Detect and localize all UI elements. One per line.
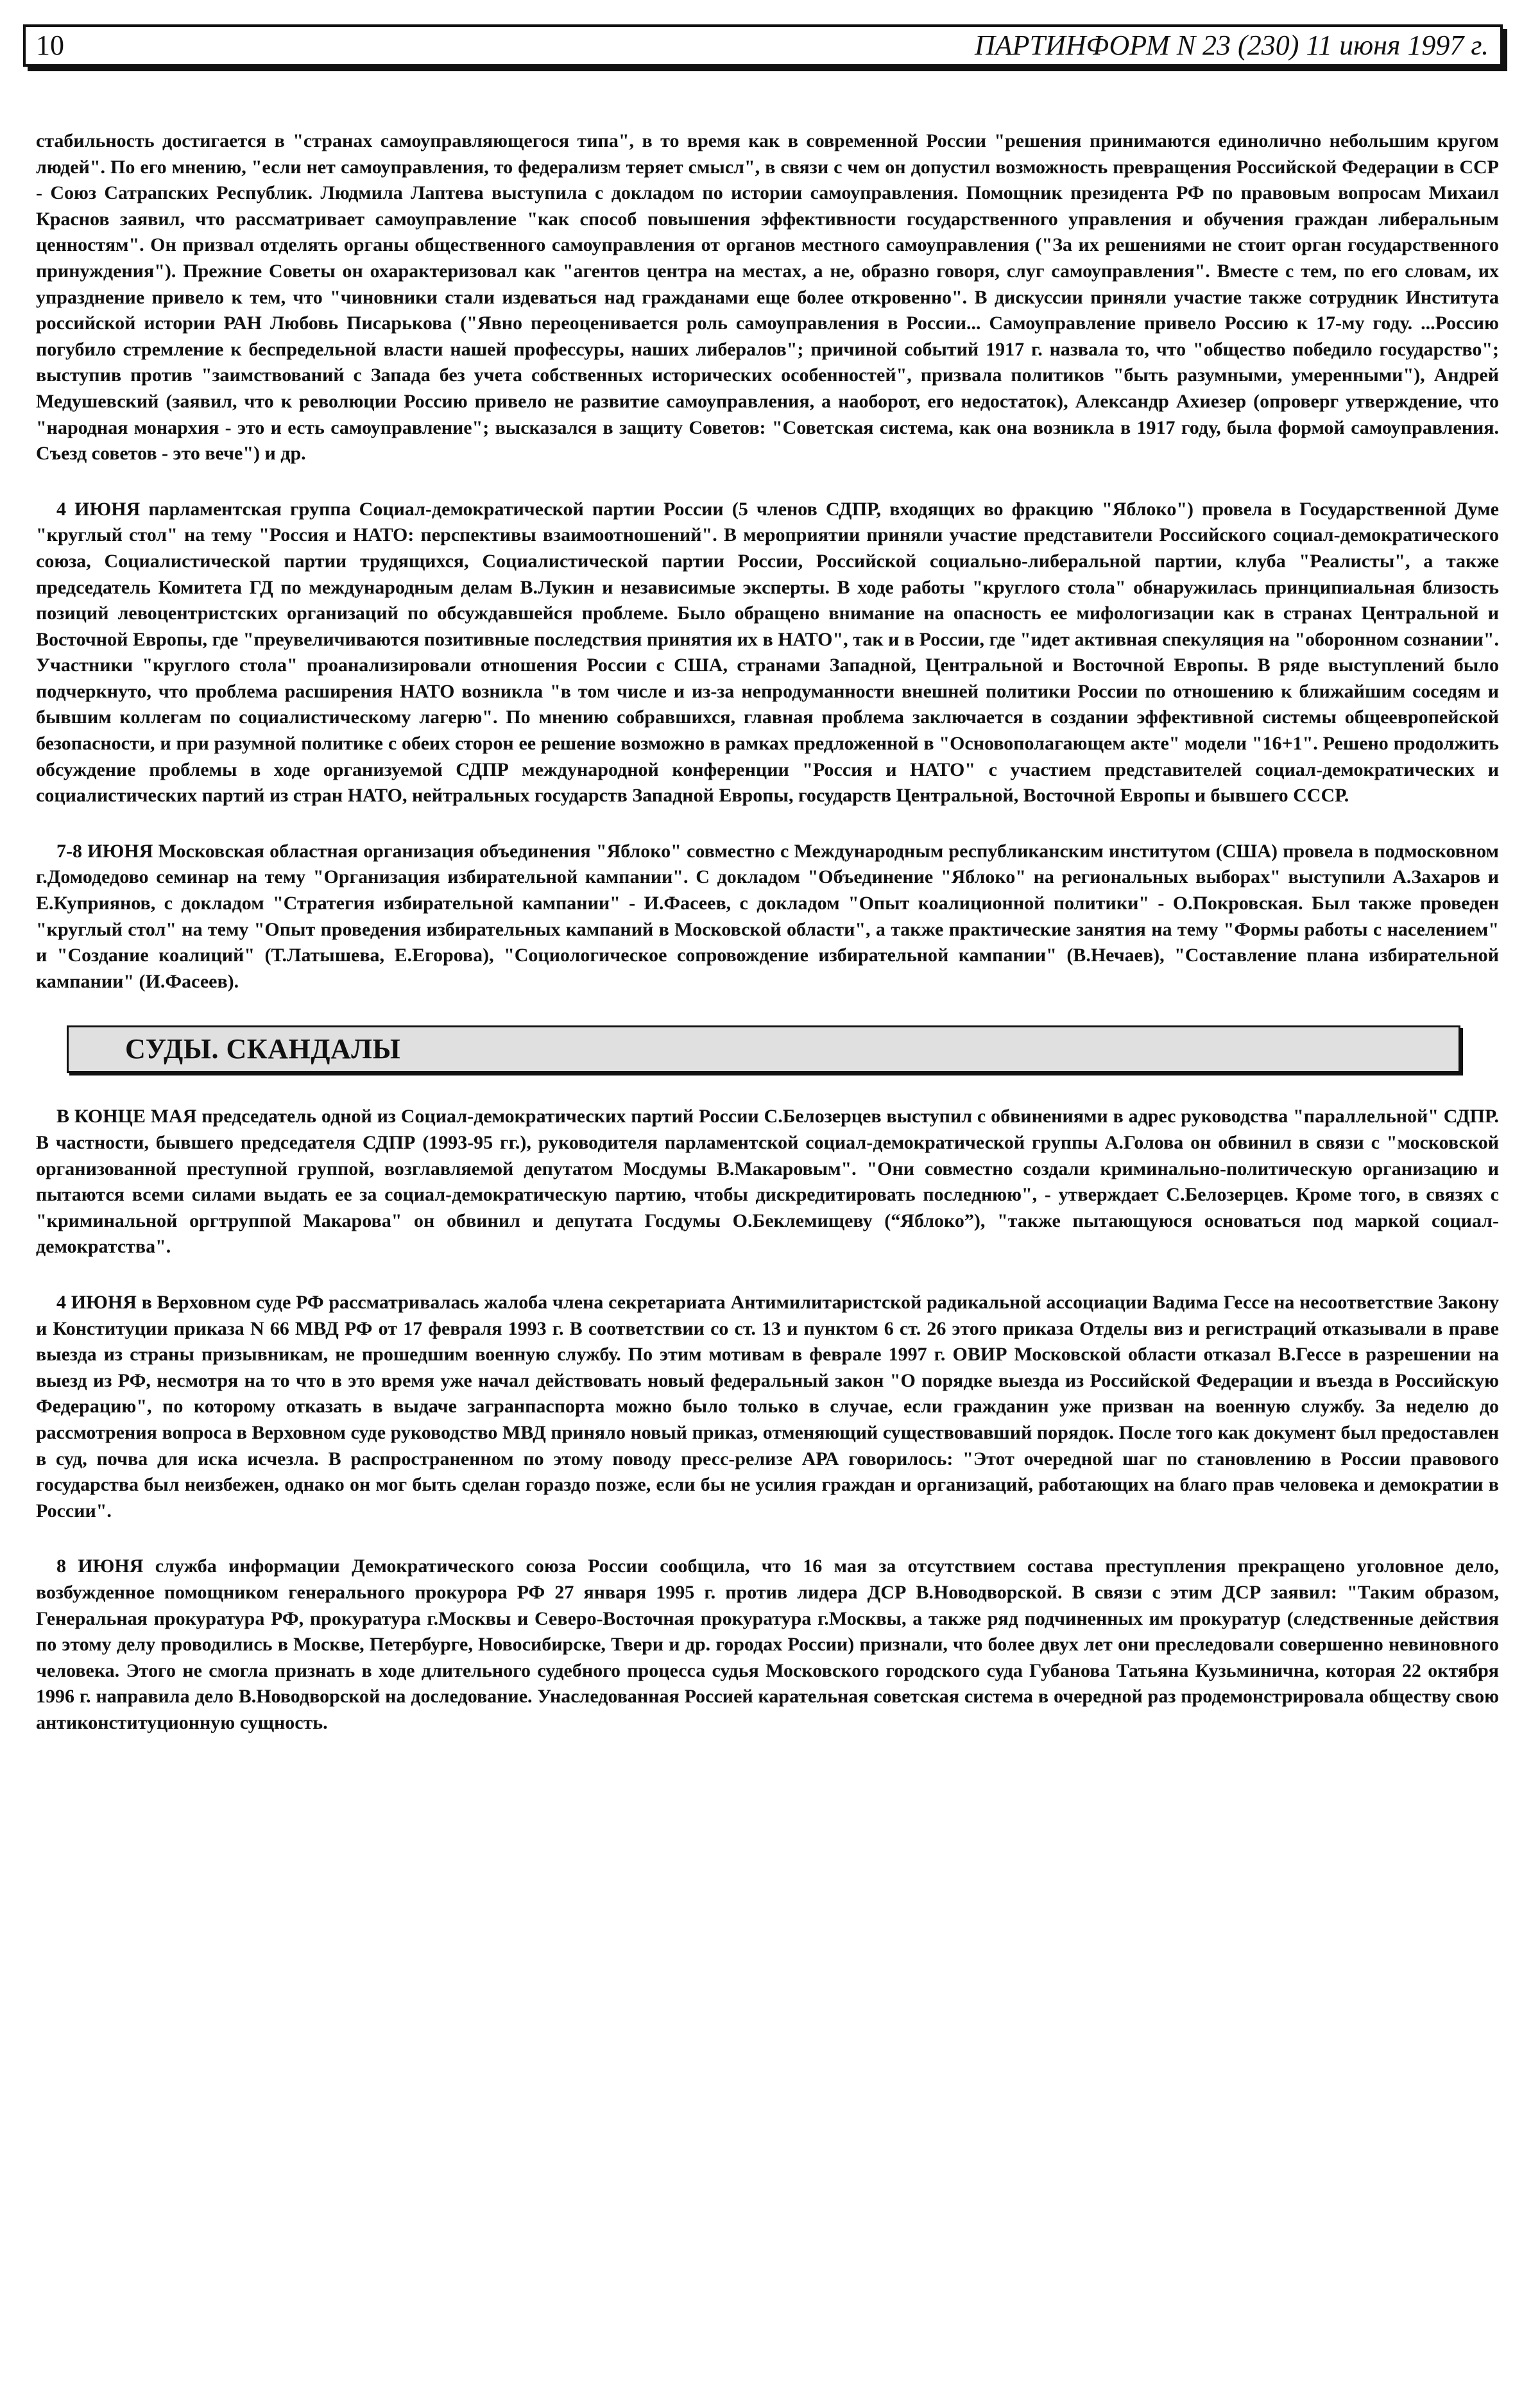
paragraph-belozertsev-accusations: В КОНЦЕ МАЯ председатель одной из Социал-демократических партий России С.Белозерцев выступил с обвинениями в адрес руководства "параллельной" СДПР. В частности, бывшего председателя СДПР (1993-95 гг.), руководителя парламентской социал-демократической группы А.Голова он обвинил в связи с "московской организованной преступной группой, возглавляемой депутатом Мосдумы В.Макаровым". "Они совместно создали криминально-политическую организацию и пытаются всеми силами выдать ее за социал-демократическую партию, чтобы дискредитировать последнюю", - утверждает С.Белозерцев. Кроме того, в связях с "криминальной оргтруппой Макарова" он обвинил и депутата Госдумы О.Беклемищеву (“Яблоко”), "также пытающуюся основаться под маркой социал-демократства". [36, 1106, 1499, 1258]
paragraph-self-government: стабильность достигается в "странах самоуправляющегося типа", в то время как в современной России "решения принимаются единолично небольшим кругом людей". По его мнению, "если нет самоуправления, то федерализм теряет смысл", в связи с чем он допустил возможность превращения Российской Федерации в ССР - Союз Сатрапских Республик. Людмила Лаптева выступила с докладом по истории самоуправления. Помощник президента РФ по правовым вопросам Михаил Краснов заявил, что рассматривает самоуправление "как способ повышения эффективности государственного управления и обучения граждан либеральным ценностям". Он призвал отделять органы общественного самоуправления от органов местного самоуправления ("За их решениями не стоит орган государственного принуждения"). Прежние Советы он охарактеризовал как "агентов центра на местах, а не, образно говоря, слуг самоуправления". Вместе с тем, по его словам, их упразднение привело к тем, что "чиновники стали издеваться над гражданами еще более откровенно". В дискуссии приняли участие также сотрудник Института российской истории РАН Любовь Писарькова ("Явно переоценивается роль самоуправления в России... Самоуправление привело Россию к 17-му году. ...Россию погубило стремление к беспредельной власти нашей профессуры, наших либералов"; причиной событий 1917 г. назвала то, что "общество победило государство"; выступив против "заимствований с Запада без учета собственных исторических особенностей", призвала политиков "быть разумными, умеренными"), Андрей Медушевский (заявил, что к революции Россию привело не развитие самоуправления, а наоборот, его недостаток), Александр Ахиезер (опроверг утверждение, что "народная монархия - это и есть самоуправление"; высказался в защиту Советов: "Советская система, как она возникла в 1917 году, была формой самоуправления. Съезд советов - это вече") и др. [36, 130, 1499, 465]
article-body [36, 128, 1499, 1736]
page-header [23, 24, 1503, 67]
paragraph-nato-roundtable: 4 ИЮНЯ парламентская группа Социал-демократической партии России (5 членов СДПР, входящих во фракцию "Яблоко") провела в Государственной Думе "круглый стол" на тему "Россия и НАТО: перспективы взаимоотношений". В мероприятии приняли участие представители Российского социал-демократического союза, Социалистической партии трудящихся, Социалистической партии России, Российской социально-либеральной партии, клуба "Реалисты", а также председатель Комитета ГД по международным делам В.Лукин и независимые эксперты. В ходе работы "круглого стола" обнаружилась принципиальная близость позиций левоцентристских организаций по обсуждавшейся проблеме. Было обращено внимание на опасность ее мифологизации как в странах Центральной и Восточной Европы, где "преувеличиваются позитивные последствия принятия их в НАТО", так и в России, где "идет активная спекуляция на "оборонном сознании". Участники "круглого стола" проанализировали отношения России с США, странами Западной, Центральной и Восточной Европы. В ряде выступлений было подчеркнуто, что проблема расширения НАТО возникла "в том числе и из-за непродуманности внешней политики России по отношению к ближайшим соседям и бывшим коллегам по социалистическому лагерю". По мнению собравшихся, главная проблема заключается в создании эффективной системы общеевропейской безопасности, и при разумной политике с обеих сторон ее решение возможно в рамках предложенной в "Основополагающем акте" модели "16+1". Решено продолжить обсуждение проблемы в ходе организуемой СДПР международной конференции "Россия и НАТО" с участием представителей социал-демократических и социалистических партий из стран НАТО, нейтральных государств Западной Европы, государств Центральной, Восточной Европы и бывшего СССР. [36, 498, 1499, 807]
paragraph-novodvorskaya-case: 8 ИЮНЯ служба информации Демократического союза России сообщила, что 16 мая за отсутствием состава преступления прекращено уголовное дело, возбужденное помощником генерального прокурора РФ 27 января 1995 г. против лидера ДСР В.Новодворской. В связи с этим ДСР заявил: "Таким образом, Генеральная прокуратура РФ, прокуратура г.Москвы и Северо-Восточная прокуратура г.Москвы, а также ряд подчиненных им прокуратур (следственные действия по этому делу проводились в Москве, Петербурге, Новосибирске, Твери и др. городах России) признали, что более двух лет они преследовали совершенно невиновного человека. Этого не смогла признать в ходе длительного судебного процесса судья Московского городского суда Губанова Татьяна Кузьминична, которая 22 октября 1996 г. направила дело В.Новодворской на доследование. Унаследованная Россией карательная советская система в очередной раз продемонстрировала обществу свою антиконституционную сущность. [36, 1555, 1499, 1733]
section-heading-box [67, 1025, 1460, 1073]
paragraph-gap [36, 467, 1499, 497]
section-title: СУДЫ. СКАНДАЛЫ [125, 1033, 401, 1065]
paragraph-gap [36, 809, 1499, 839]
masthead-issue: ПАРТИНФОРМ N 23 (230) 11 июня 1997 г. [975, 30, 1489, 61]
paragraph-yabloko-seminar: 7-8 ИЮНЯ Московская областная организация объединения "Яблоко" совместно с Международным республиканским институтом (США) провела в подмосковном г.Домодедово семинар на тему "Организация избирательной кампании". С докладом "Объединение "Яблоко" на региональных выборах" выступили А.Захаров и Е.Куприянов, с докладом "Стратегия избирательной кампании" - И.Фасеев, с докладом "Опыт коалиционной политики" - О.Покровская. Был также проведен "круглый стол" на тему "Опыт проведения избирательных кампаний в Московской области", а также практические занятия на тему "Формы работы с населением" и "Создание коалиций" (Т.Латышева, Е.Егорова), "Социологическое сопровождение избирательной кампании" (В.Нечаев), "Составление плана избирательной кампании" (И.Фасеев). [36, 840, 1499, 992]
page-number: 10 [36, 30, 64, 61]
paragraph-gap [36, 1524, 1499, 1554]
paragraph-gap [36, 1073, 1499, 1104]
paragraph-gap [36, 995, 1499, 1025]
paragraph-gap [36, 1260, 1499, 1290]
paragraph-supreme-court-hesse: 4 ИЮНЯ в Верховном суде РФ рассматривалась жалоба члена секретариата Антимилитаристской радикальной ассоциации Вадима Гессе на несоответствие Закону и Конституции приказа N 66 МВД РФ от 17 февраля 1993 г. В соответствии со ст. 13 и пунктом 6 ст. 26 этого приказа Отделы виз и регистраций отказывали в праве выезда из страны призывникам, не прошедшим военную службу. По этим мотивам в феврале 1997 г. ОВИР Московской области отказал В.Гессе в разрешении на выезд из РФ, несмотря на то что в это время уже начал действовать новый федеральный закон "О порядке выезда из Российской Федерации и въезда в Российскую Федерацию", по которому отказать в выдаче загранпаспорта можно было только в случае, если гражданин уже призван на военную службу. За неделю до рассмотрения вопроса в Верховном суде руководство МВД приняло новый приказ, отменяющий существовавший порядок. После того как документ был предоставлен в суд, почва для иска исчезла. В распространенном по этому поводу пресс-релизе АРА говорилось: "Этот очередной шаг по становлению в России правового государства был неизбежен, однако он мог быть сделан гораздо позже, если бы не усилия граждан и организаций, работающих на благо прав человека и демократии в России". [36, 1291, 1499, 1521]
